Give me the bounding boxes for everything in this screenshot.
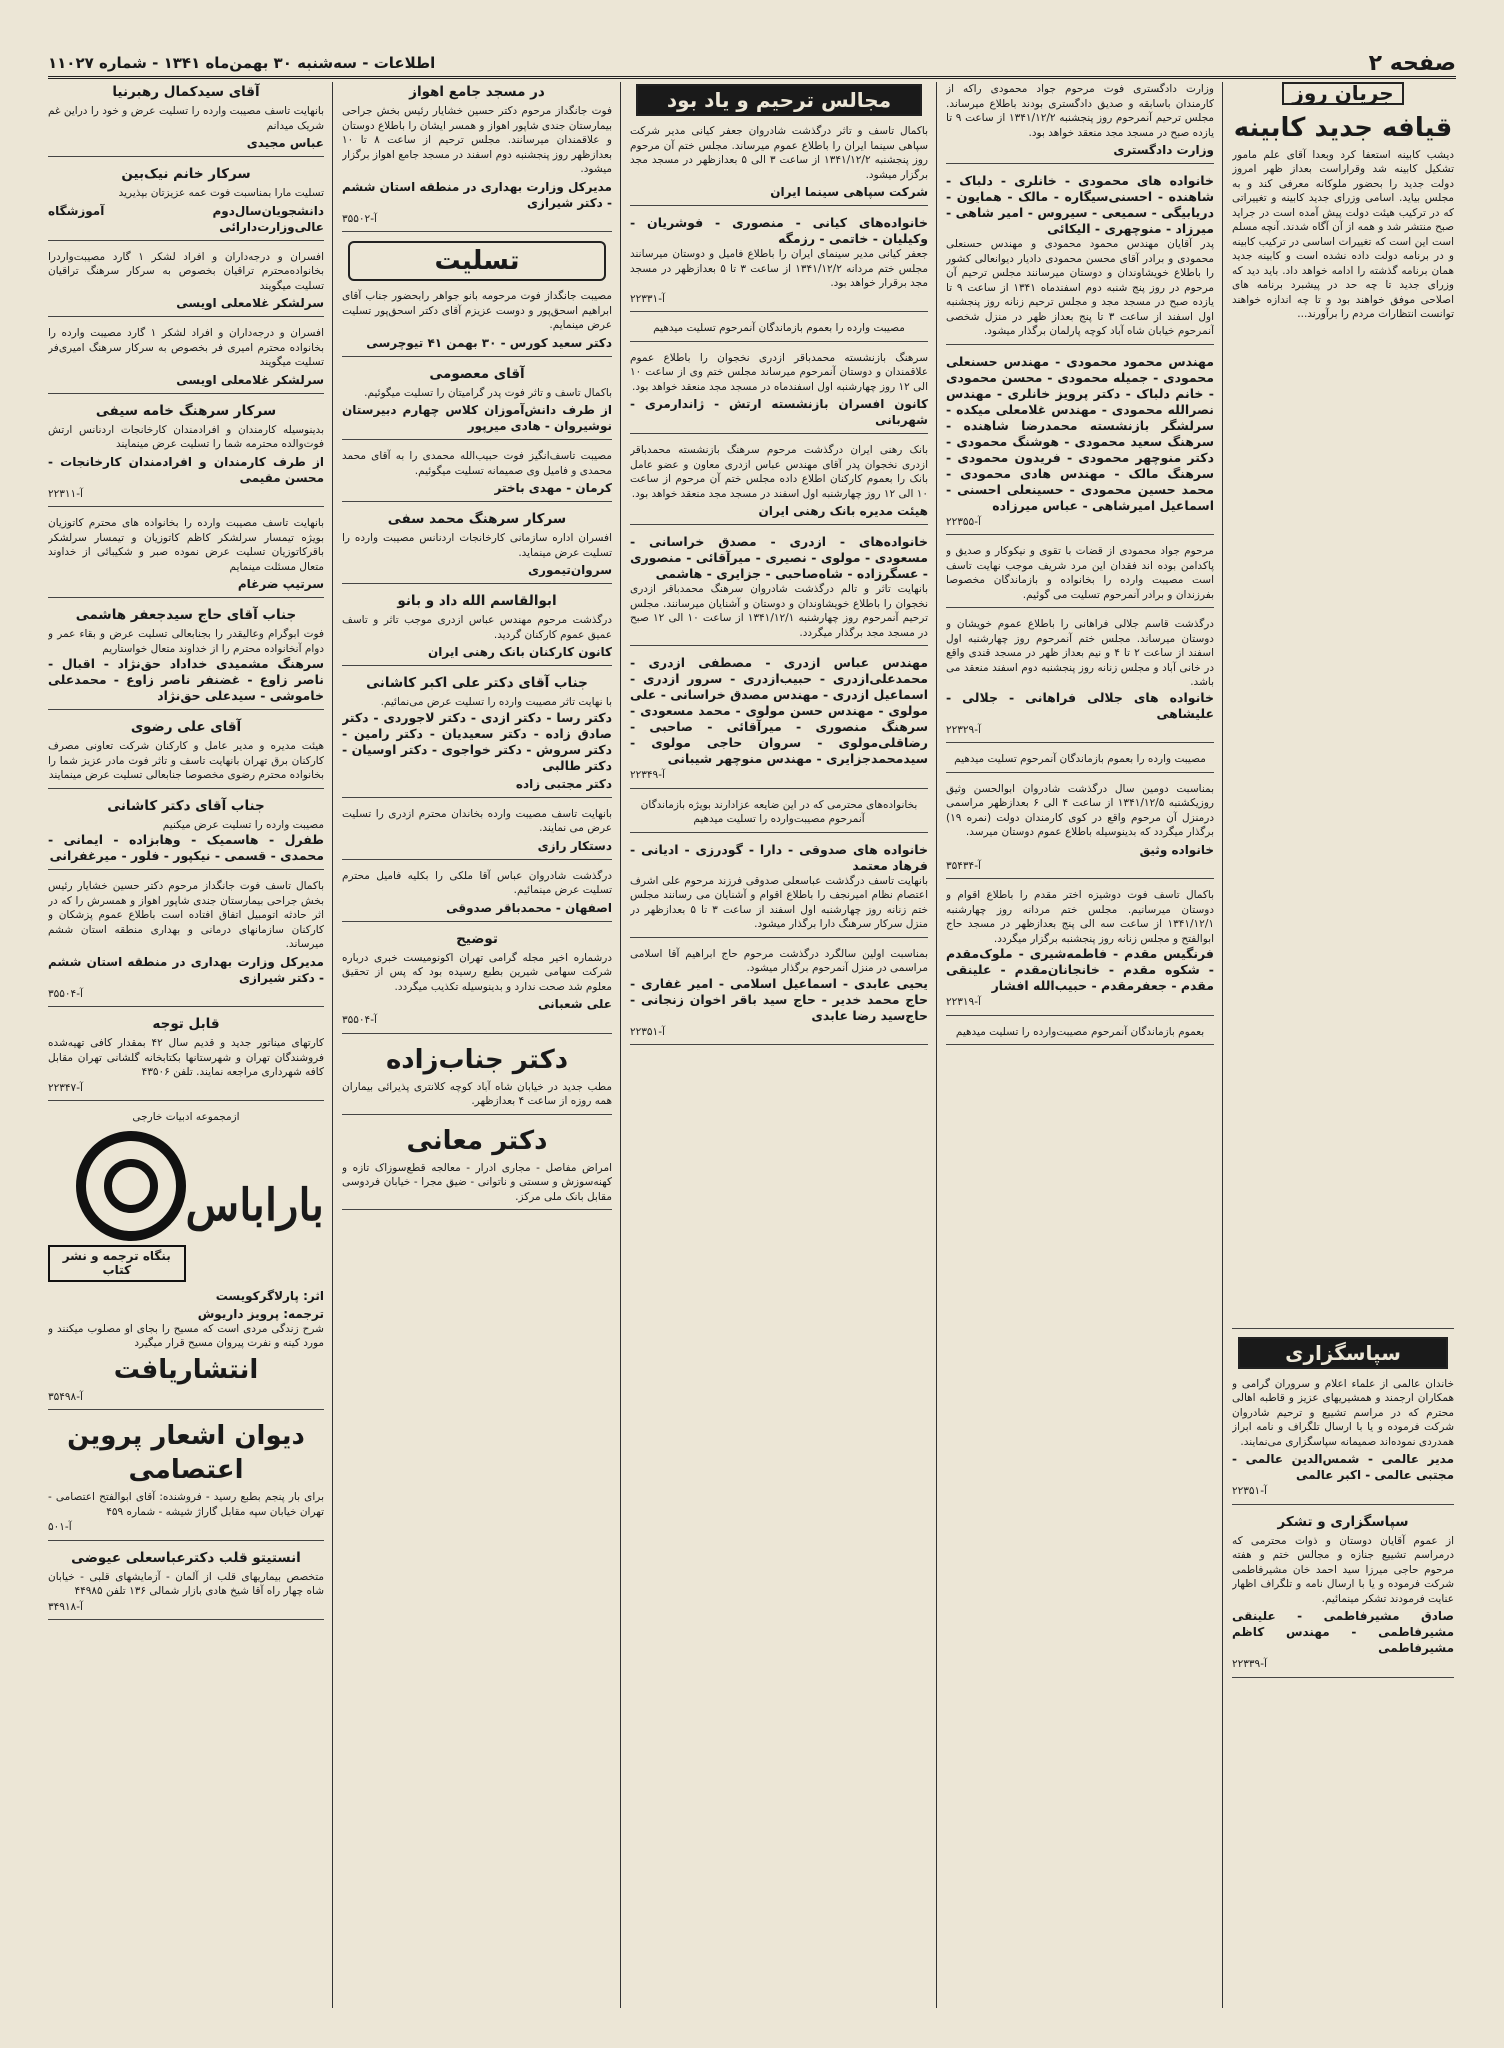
notice-title: جناب آقای دکتر علی اکبر کاشانی (366, 675, 588, 691)
notice (630, 443, 928, 525)
notice-title: ابوالقاسم الله داد و بانو (397, 593, 557, 609)
notice-code: ۳۴۹۱۸-آ (48, 1600, 83, 1613)
notice-body: افسران اداره سازمانی کارخانجات اردنانس مصیبت وارده را تسلیت عرض مینماید. (342, 532, 612, 559)
notice-signature: هیئت مدیره بانک رهنی ایران (758, 504, 928, 518)
notice-body: افسران و درجه‌داران و افراد لشکر ۱ گارد مصیبت وارده را بخانواده محترم امیری فر بخصوص به سرکار سرهنگ امیری‌فر تسلیت میگویند (48, 327, 324, 368)
ad-body: مطب جدید در خیابان شاه آباد کوچه کلانتری پذیرائی بیماران همه روزه از ساعت ۴ بعدازظهر. (342, 1080, 612, 1107)
notice-names: خانواده های محمودی - خانلری - دلباک - شاهنده - احسنی‌سیگاره - مالک - همایون - دریابیگی - سمیعی - سیروس - امیر شاهی - میرزاد - منوچهری - الیکائی (946, 173, 1214, 236)
notice-code: ۲۲۳۳۱-آ (630, 292, 665, 305)
notice-signature: علی شعبانی (537, 997, 612, 1011)
notice (946, 888, 1214, 1016)
notice-title: در مسجد جامع اهواز (409, 84, 545, 100)
notice-body: بخانواده‌های محترمی که در این ضایعه عزادارند بویژه بازماندگان آنمرحوم مصیبت‌وارده را تسلیت میدهیم (640, 798, 918, 825)
column-divider (1222, 82, 1223, 2008)
notice-signature: دکتر سعید کورس - ۳۰ بهمن ۴۱ تیوچرسی (366, 335, 612, 350)
book-status: انتشاریافت (113, 1354, 259, 1385)
notice (48, 250, 324, 318)
notice-names: خانواده‌های - ازدری - مصدق خراسانی - مسعودی - مولوی - نصیری - میرآقائی - منصوری - عسگرزاده - شاه‌صاحبی - جزایری - هاشمی (630, 534, 928, 581)
book-author: اثر: پارلاگرکویست (215, 1288, 324, 1303)
notice-body: سرهنگ بازنشسته محمدباقر ازدری نخجوان را باطلاع عموم علاقمندان و دوستان آنمرحوم میرساند مجلس ختم وی از ساعت ۱۰ الی ۱۲ روز چهارشنبه اول اسفندماه در مسجد مجد منعقد خواهد بود. (630, 351, 928, 393)
notice-body: بعموم بازماندگان آنمرحوم مصیبت‌وارده را تسلیت میدهیم (955, 1025, 1205, 1038)
notice (342, 807, 612, 860)
page-number: صفحه ۲ (1368, 50, 1456, 76)
publisher-mark (48, 1131, 186, 1282)
notice-body: بانک رهنی ایران درگذشت مرحوم سرهنگ بازنشسته محمدباقر ازدری نخجوان پدر آقای مهندس عباس ازدری معاون و عضو عامل بانک را بعموم کارکنان اطلاع داده مجلس ختم آن مرحوم از ساعت ۱۰ الی ۱۲ روز چهارشنبه اول اسفند در مسجد مجد منعقد خواهد بود. (630, 444, 928, 500)
column-editorial (1232, 82, 1454, 2002)
notice-body: درگذشت شادروان عباس آقا ملکی را بکلیه فامیل محترم تسلیت عرض مینمائیم. (342, 869, 612, 896)
notice (48, 879, 324, 1007)
notice-body: فوت جانگداز مرحوم دکتر حسین خشایار رئیس بخش جراحی بیمارستان جندی شاپور اهواز و همسر ایشان را باطلاع دوستان و علاقمندان میرسانند. مجلس ترحیم از ساعت ۸ تا ۱۰ بعدازظهر روز پنجشنبه دوم اسفند در مسجد جامع اهواز برگزار میشود. (342, 105, 612, 175)
notice-names: طفرل - هاسمیک - وهابزاده - ایمانی - محمدی - قسمی - نیکپور - فلور - میرغفرانی (48, 832, 324, 863)
notice (630, 124, 928, 206)
notice-names: فرنگیس مقدم - فاطمه‌شیری - ملوک‌مقدم - شکوه مقدم - خانجانان‌مقدم - علینقی مقدم - جعفرمقدم - حبیب‌الله افشار (946, 946, 1214, 993)
notice-body: مصیبت وارده را بعموم بازماندگان آنمرحوم تسلیت میدهیم (954, 753, 1206, 765)
ad-body: برای بار پنجم بطبع رسید - فروشنده: آقای ابوالفتح اعتصامی - تهران خیابان سپه مقابل گاراژ شیشه - شماره ۴۵۹ (48, 1491, 324, 1518)
notice-code: ۲۲۳۵۵-آ (946, 515, 981, 528)
column-badge: جریان روز (1282, 82, 1403, 105)
publisher-logo-icon (76, 1131, 186, 1241)
notice-signature: سروان‌تیموری (528, 563, 612, 577)
notice-code: ۳۵۵۰۴-آ (342, 1014, 377, 1026)
notice-body: مصیبت وارده را بعموم بازماندگان آنمرحوم تسلیت میدهیم (653, 322, 905, 334)
ad-title: قابل توجه (152, 1016, 220, 1032)
notice-signature: شرکت سپاهی سینما ایران (770, 185, 928, 199)
notice (48, 84, 324, 157)
notice-signature: دانشجویان‌سال‌دوم آموزشگاه عالی‌وزارت‌دارائی (48, 203, 324, 234)
notice (630, 798, 928, 833)
notice-names: مهندس محمود محمودی - مهندس حسنعلی محمودی - جمیله محمودی - محسن محمودی - خانم دلباک - دکتر پرویز خانلری - مهندس نصرالله محمودی - مهندس غلامعلی میکده - سرلشگر بازنشسته محمدرضا شاهنده - سرهنگ سعید محمودی - هوشنگ محمودی - دکتر منوچهر محمودی - فریدون محمودی - سرهنگ مالک - مهندس هادی محمودی - محمد حسین محمودی - حسینعلی احسنی - اسماعیل امیرشاهی - عباس میرزاده (946, 353, 1214, 513)
advertisement (342, 1043, 612, 1115)
ad-title: انستیتو قلب دکترعباسعلی عیوضی (71, 1549, 301, 1566)
notice-body: باکمال تاسف و تاثر فوت پدر گرامیتان را تسلیت میگوئیم. (364, 386, 612, 399)
section-banner: مجالس ترحیم و یاد بود (636, 84, 922, 116)
notice (946, 354, 1214, 536)
book-description: شرح زندگی مردی است که مسیح را بجای او مصلوب میکنند و مورد کینه و نفرت پیروان مسیح قرار میگیرد (48, 1322, 324, 1349)
notice-body: بمناسبت دومین سال درگذشت شادروان ابوالحسن وثیق روزیکشنبه ۱۳۴۱/۱۲/۵ از ساعت ۴ الی ۶ بعدازظهر مراسمی درمنزل آن مرحوم واقع در کوی کارمندان دولت (نمره ۱۹) برگذار میگردد که بدینوسیله باطلاع عموم دوستان میرسد. (946, 782, 1214, 838)
notice-title: آقای علی رضوی (130, 719, 242, 735)
notice (48, 166, 324, 241)
book-translator: ترجمه: پرویز داریوش (197, 1306, 324, 1321)
notice (630, 534, 928, 646)
notice-signature: کرمان - مهدی باختر (494, 481, 612, 495)
notice-body: بانهایت تاثر و تالم درگذشت شادروان سرهنگ محمدباقر ازدری نخجوان را باطلاع خویشاوندان و دوستان و آشنایان میرسانند. مجلس ترحیم آنمرحوم روز چهارشنبه ۱۳۴۱/۱۲/۱ از ساعت ۱۰ الی ۱۲ صبح در مسجد مجد برگذار میگردد. (630, 583, 928, 639)
notice-code: ۲۲۳۴۹-آ (630, 769, 665, 781)
book-advertisement (48, 1110, 324, 1410)
notice-signature: دستکار رازی (537, 838, 612, 853)
notice-code: ۳۵۵۰۴-آ (48, 987, 83, 1000)
notice-signature: مدیر عالمی - شمس‌الدین عالمی - مجتبی عالمی - اکبر عالمی (1232, 1452, 1454, 1482)
notice-names: مهندس عباس ازدری - مصطفی ازدری - محمدعلی‌ازدری - حبیب‌ازدری - سرور ازدری - اسماعیل ازدری - مهندس مصدق خراسانی - علی مولوی - مهندس حسن مولوی - محمد مسعودی - سرهنگ منصوری - میرآقائی - صاحبی - رضاقلی‌مولوی - سروان حاجی مولوی - سیدمحمدجزایری - مهندس منوچهر شیبانی (630, 655, 928, 766)
notice (48, 719, 324, 789)
notice-body: از عموم آقایان دوستان و ذوات محترمی که درمراسم تشییع جنازه و مجالس ختم و هفته مرحوم حاجی میرزا سید احمد خان مشیرفاطمی شرکت فرموده و یا با ارسال نامه و تلگراف اظهار عنایت فرمودند تشکر مینمائیم. (1232, 1534, 1454, 1605)
notice-title: سپاسگزاری و تشکر (1277, 1513, 1409, 1530)
notice-title: آقای معصومی (429, 365, 525, 382)
notice-body: مصیبت وارده را تسلیت عرض میکنیم (162, 818, 324, 831)
advertisement (342, 1124, 612, 1211)
notice (630, 842, 928, 938)
notice-title: سرکار سرهنگ محمد سفی (387, 511, 567, 527)
notice (630, 321, 928, 342)
notice (630, 215, 928, 312)
notice-names: خانواده‌های کیانی - منصوری - فوشریان - وکیلیان - خاتمی - رزمگه (630, 215, 928, 246)
book-title: باراباس (185, 1179, 324, 1231)
column-divider (620, 82, 621, 2008)
notice-code: ۲۲۳۱۱-آ (48, 487, 83, 500)
notice-body: خاندان عالمی از علماء اعلام و سروران گرامی و همکاران ارجمند و همشیریهای عزیز و قاطبه اهالی محترم که در مراسم تشییع و ترحیم شادروان شرکت فرموده و یا با ارسال تلگراف و نامه ابراز همدردی نموده‌اند صمیمانه سپاسگزاری می‌نمایند. (1232, 1377, 1454, 1448)
notice-code: ۲۲۳۴۷-آ (48, 1081, 83, 1094)
ad-title: دیوان اشعار پروین اعتصامی (67, 1421, 305, 1485)
ad-body: متخصص بیماریهای قلب از آلمان - آزمایشهای قلبی - خیابان شاه چهار راه آقا شیخ هادی بازار شمالی ۱۳۶ تلفن ۴۴۹۸۵ (48, 1570, 324, 1597)
ad-title: دکتر جناب‌زاده (385, 1044, 569, 1075)
notice (630, 947, 928, 1046)
notice-code: ۵۰۱-آ (48, 1521, 72, 1533)
notice (946, 82, 1214, 164)
notice-body: درگذشت قاسم جلالی فراهانی را باطلاع عموم خویشان و دوستان میرساند. مجلس ختم آنمرحوم روز چهارشنبه اول اسفند از ساعت ۲ تا ۴ و نیم بعداز ظهر در مسجد قندی واقع در خانی آباد و مجلس زنانه روز پنجشنبه دوم اسفند منعقد می باشد. (946, 618, 1214, 688)
advertisement (48, 1419, 324, 1541)
notice-names: خانواده های صدوقی - دارا - گودرزی - ادیانی - فرهاد معتمد (630, 841, 928, 873)
notice-body: بمناسبت اولین سالگرد درگذشت مرحوم حاج ابراهیم آقا اسلامی مراسمی در منزل آنمرحوم برگذار میشود. (630, 947, 928, 974)
thanks-banner: سپاسگزاری (1238, 1337, 1448, 1369)
column-divider (332, 82, 333, 2008)
notice-body: افسران و درجه‌داران و افراد لشکر ۱ گارد مصیبت‌واردرا بخانواده‌محترم تراقیان بخصوص به سرکار سرهنگ تراقیان تسلیت میگویند (48, 250, 324, 292)
condolence-banner: تسلیت (348, 241, 606, 281)
ad-body: کارتهای میناتور جدید و قدیم سال ۴۲ بمقدار کافی تهیه‌شده فروشندگان تهران و شهرستانها بکتابخانه گلشانی تهران مقابل کافه شهرداری مراجعه نمایند. تلفن ۴۳۵۰۶ (48, 1037, 324, 1078)
notice-signature: مدیرکل وزارت بهداری در منطقه استان ششم - دکتر شیرازی (48, 954, 324, 985)
notice-body: بدینوسیله کارمندان و افرادمندان کارخانجات اردنانس ارتش فوت‌والده محترمه شما را تسلیت عرض مینمایند (48, 423, 324, 450)
notice-body: با نهایت تاثر مصیبت وارده را تسلیت عرض می‌نمائیم. (380, 696, 612, 708)
notice (1232, 1514, 1454, 1678)
column-divider (936, 82, 937, 2008)
notice (630, 655, 928, 789)
notice-code: ۲۲۳۳۹-آ (1232, 1658, 1267, 1670)
notice-code: ۳۵۵۰۲-آ (342, 212, 377, 225)
notice-signature: از طرف دانش‌آموزان کلاس چهارم دبیرستان نوشیروان - هادی میرپور (342, 403, 612, 433)
notice-code: ۳۵۴۹۸-آ (48, 1390, 83, 1403)
notice-code: ۲۲۳۵۱-آ (1232, 1485, 1267, 1497)
notice (342, 366, 612, 441)
editorial-body: دیشب کابینه استعفا کرد وبعدا آقای علم مامور تشکیل کابینه شد وقراراست بعداز ظهر امروز دولت جدید را بحضور ملوکانه معرفی کند و به مجلس بیاید. اسامی وزرای جدید کابینه و تغییراتی که در ترکیب هیئت دولت پیش آمده است در جراید صبح منتشر شد و همه از آن آگاه شدند. آنچه مسلم است این است که تغییرات اساسی در ترکیب کابینه و در برنامه دولت داده نشده است و کابینه جدید همان برنامه گذشته را ادامه خواهد داد. باید دید که وزرای جدید تا چه حد در پیشبرد برنامه های اصلاحی موفق خواهند بود و تا چه اندازه خواهند توانست انتظارات مردم را برآورند... (1232, 148, 1454, 1329)
notice-title: جناب آقای حاج سیدجعفر هاشمی (75, 607, 297, 623)
notice-signature: وزارت دادگستری (1113, 143, 1214, 157)
notice-signature: عباس مجیدی (246, 136, 324, 150)
notice (342, 84, 612, 232)
notice-body: باکمال تاسف فوت جانگداز مرحوم دکتر حسین خشایار رئیس بخش جراحی بیمارستان جندی شاپور اهواز و همسرش را که در اثر حادثه اتومبیل اتفاق افتاده است باطلاع عموم پزشکان و کارکنان سازمانهای درمانی و بهداری منطقه استان ششم میرساند. (48, 880, 324, 950)
notice-signature: دکتر مجتبی زاده (515, 776, 612, 791)
notice-signature: خانواده وثیق (1139, 842, 1214, 857)
notice-signature: صادق مشیرفاطمی - علینقی مشیرفاطمی - مهندس کاظم مشیرفاطمی (1232, 1609, 1454, 1655)
notice (946, 752, 1214, 773)
notice (946, 173, 1214, 345)
notice-signature: کانون افسران بازنشسته ارتش - ژاندارمری - شهربانی (630, 397, 928, 427)
notice-body: درشماره اخیر مجله گرامی تهران اکونومیست خبری درباره شرکت سهامی شیرین بطبع رسیده بود که پس از تحقیق معلوم شد صحت ندارد و بدینوسیله تکذیب میگردد. (342, 951, 612, 993)
notice (342, 449, 612, 502)
notice-names: سرهنگ مشمیدی خداداد حق‌نژاد - اقبال - ناصر زاوع - غضنفر ناصر زاوع - محمدعلی خاموشی - سیدعلی حق‌نژاد (48, 656, 324, 703)
notice (342, 675, 612, 798)
notice-body: مرحوم جواد محمودی از قضات با تقوی و نیکوکار و صدیق و پاکدامن بوده اند فقدان این مرد شریف موجب نهایت تاسف است مصیبت وارده را بخانواده و بازماندگان مخصوصا بفرزندان و برادر آنمرحوم تسلیت می گوئیم. (946, 545, 1214, 601)
notice-body: بانهایت تاسف درگذشت عباسعلی صدوقی فرزند مرحوم علی اشرف اعتصام نظام امیرنجف را باطلاع اقوام و آشنایان می رسانند مجلس ختم زنانه روز چهارشنبه اول اسفند از ساعت ۳ تا ۵ بعدازظهر در منزل سرکار سرهنگ دارا برگذار میشود. (630, 874, 928, 930)
notice-body: بانهایت تاسف مصیبت وارده را بخانواده های محترم کاتوزیان بویژه تیمسار سرلشکر کاظم کاتوزیان و تیمسار سرلشکر باقرکاتوزیان تسلیت عرض نموده صبر و شکیبائی از خداوند متعال مسئلت مینمایم (48, 517, 324, 573)
notice (342, 869, 612, 922)
notice-body: وزارت دادگستری فوت مرحوم جواد محمودی راکه از کارمندان باسابقه و صدیق دادگستری بودند باطلاع میرساند. مجلس ترحیم آنمرحوم روز پنجشنبه ۱۳۴۱/۱۲/۲ از ساعت ۹ تا یازده صبح در مسجد مجد منعقد خواهد بود. (946, 83, 1214, 139)
notice-code: ۲۲۳۱۹-آ (946, 996, 981, 1008)
notice (342, 289, 612, 357)
notice (48, 326, 324, 394)
notice (946, 544, 1214, 608)
page-header (48, 50, 1456, 79)
notice (342, 593, 612, 666)
notice-title: آقای سیدکمال رهبرنیا (112, 84, 260, 100)
notice-signature: سرلشکر غلامعلی اویسی (176, 372, 324, 387)
column-3 (630, 82, 928, 2002)
notice-title: سرکار خانم نیک‌بین (121, 166, 251, 182)
notice-title: توضیح (456, 930, 498, 947)
book-ad-header (48, 1131, 324, 1282)
notice-body: مصیبت جانگداز فوت مرحومه بانو جواهر رابحضور جناب آقای ابراهیم اسحق‌پور و دوست عزیزم آقای دکتر اسحق‌پور تسلیت عرض مینمایم. (342, 290, 612, 331)
advertisement (48, 1016, 324, 1101)
notice-signature: کانون کارکنان بانک رهنی ایران (428, 645, 612, 659)
notice-code: ۳۵۴۳۴-آ (946, 859, 981, 872)
notice (342, 511, 612, 584)
notice-body: جعفر کیانی مدیر سینمای ایران را باطلاع فامیل و دوستان میرسانند مجلس ختم مردانه ۱۳۴۱/۱۲/۲ از ساعت ۳ تا ۵ بعدازظهر در مسجد مجد برقرار خواهد بود. (630, 248, 928, 289)
advertisement (48, 1550, 324, 1621)
notice-code: ۲۲۳۲۹-آ (946, 723, 981, 736)
notice-body: پدر آقایان مهندس محمود محمودی و مهندس حسنعلی محمودی و برادر آقای محسن محمودی دادیار دیوانعالی کشور را باطلاع خویشاوندان و دوستان میرسانند مجلس ترحیم آن مرحوم در روز پنج شنبه دوم اسفندماه ۱۳۴۱ از ساعت ۹ تا یازده صبح در مسجد مجد و مجلس ترحیم زنانه روز پنجشنبه اول اسفند از ساعت ۳ تا پنج بعداز ظهر در منزل شخصی آنمرحوم خیابان شاه آباد کوچه پارلمان برگذار میشود. (946, 238, 1214, 337)
notice-body: باکمال تاسف و تاثر درگذشت شادروان جعفر کیانی مدیر شرکت سپاهی سینما ایران را باطلاع عموم میرساند. مجلس ختم آن مرحوم روز پنجشنبه ۱۳۴۱/۱۲/۲ از ساعت ۳ الی ۵ بعدازظهر در مسجد مجد برگزار میشود. (630, 125, 928, 181)
notice-body: هیئت مدیره و مدیر عامل و کارکنان شرکت تعاونی مصرف کارکنان برق تهران بانهایت تاسف و تاثر فوت مادر عزیز شما را بخانواده محترم رضوی مخصوصا جنابعالی تسلیت عرض مینمایند (48, 740, 324, 781)
notice-body: تسلیت مارا بمناسبت فوت عمه عزیزتان بپذیرید (118, 187, 324, 199)
notice-names: خانواده های جلالی فراهانی - جلالی - علیشاهی (946, 689, 1214, 721)
notice (48, 607, 324, 710)
notice-body: درگذشت مرحوم مهندس عباس ازدری موجب تاثر و تاسف عمیق عموم کارکنان گردید. (342, 614, 612, 641)
notice-signature: از طرف کارمندان و افرادمندان کارخانجات - محسن مقیمی (48, 454, 324, 485)
notice (48, 403, 324, 508)
notice-signature: اصفهان - محمدباقر صدوقی (446, 900, 612, 915)
notice (48, 798, 324, 871)
notice-signature: سرلشکر غلامعلی اویسی (176, 296, 324, 310)
notice-signature: مدیرکل وزارت بهداری در منطقه استان ششم - دکتر شیرازی (342, 179, 612, 210)
notice (1232, 1377, 1454, 1505)
notice (946, 782, 1214, 880)
notice-names: یحیی عابدی - اسماعیل اسلامی - امیر غفاری - حاج محمد خدیر - حاج سید باقر اخوان زنجانی - حاج‌سید رضا عابدی (630, 975, 928, 1023)
notice-names: دکتر رسا - دکتر ازدی - دکتر لاجوردی - دکتر صادق زاده - دکتر سعیدیان - دکتر رامین - دکتر سروش - دکتر خواجوی - دکتر اوسیان - دکتر طالبی (342, 709, 612, 773)
notice-body: باکمال تاسف فوت دوشیزه اختر مقدم را باطلاع اقوام و دوستان میرسانیم. مجلس ختم مردانه روز چهارشنبه ۱۳۴۱/۱۲/۱ از ساعت سه الی پنج بعدازظهر در مسجد حاج ابوالفتح و مجلس زنانه روز پنجشنبه برگزار میگردد. (946, 889, 1214, 945)
editorial-title: قیافه جدید کابینه (1233, 112, 1453, 143)
notice-signature: سرتیپ ضرغام (237, 577, 324, 591)
column-5 (48, 82, 324, 2002)
notice-title: جناب آقای دکتر کاشانی (107, 797, 265, 814)
ad-body: امراض مفاصل - مجاری ادرار - معالجه قطع‌سوزاک تازه و کهنه‌سوزش و سستی و ناتوانی - ضیق مجرا - خیابان فردوسی مقابل بانک ملی مرکز. (342, 1161, 612, 1203)
notice (946, 1025, 1214, 1046)
ad-title: دکتر معانی (406, 1125, 548, 1156)
notice-body: فوت ابوگرام وعالیقدر را بجنابعالی تسلیت عرض و بقاء عمر و دوام آنخانواده محترم را از خداوند متعال خواستاریم (48, 628, 324, 655)
book-series: ازمجموعه ادبیات خارجی (132, 1111, 240, 1123)
notice-body: مصیبت تاسف‌انگیز فوت حبیب‌الله محمدی را به آقای محمد محمدی و فامیل وی صمیمانه تسلیت میگوئیم. (342, 450, 612, 477)
notice (946, 617, 1214, 743)
notice (630, 351, 928, 435)
issue-info: اطلاعات - سه‌شنبه ۳۰ بهمن‌ماه ۱۳۴۱ - شماره ۱۱۰۲۷ (48, 54, 436, 72)
notice (48, 516, 324, 598)
notice-body: بانهایت تاسف مصیبت وارده را تسلیت عرض و خود را دراین غم شریک میدانم (48, 105, 324, 132)
column-4 (342, 82, 612, 2002)
notice-body: بانهایت تاسف مصیبت وارده بخاندان محترم ازدری را تسلیت عرض می نمایند. (342, 807, 612, 834)
notice (342, 931, 612, 1034)
notice-code: ۲۲۳۵۱-آ (630, 1025, 665, 1038)
publisher-name: بنگاه ترجمه و نشر کتاب (48, 1245, 186, 1282)
column-2 (946, 82, 1214, 2002)
notice-title: سرکار سرهنگ خامه سیفی (95, 402, 277, 419)
